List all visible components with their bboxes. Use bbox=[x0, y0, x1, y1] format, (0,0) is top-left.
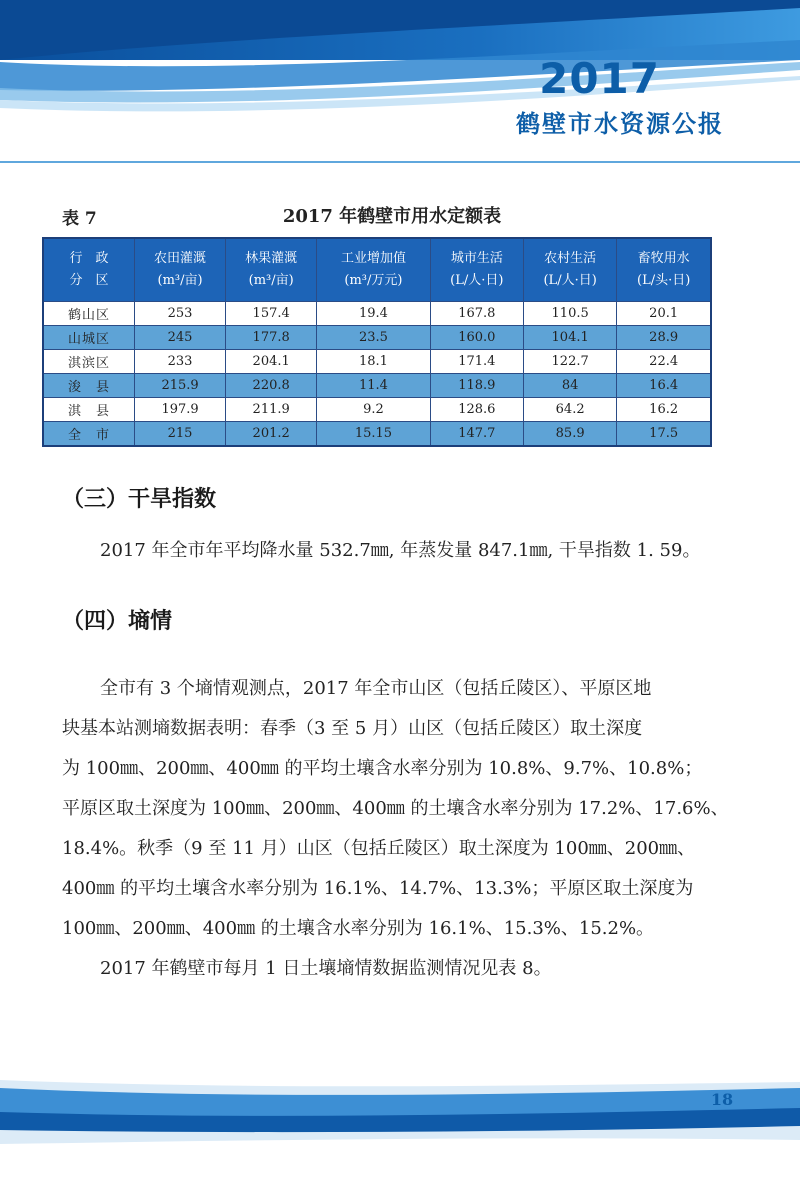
region-cell: 鹤山区 bbox=[43, 302, 135, 326]
value-cell: 110.5 bbox=[523, 302, 616, 326]
value-cell: 20.1 bbox=[617, 302, 711, 326]
value-cell: 17.5 bbox=[617, 422, 711, 447]
value-cell: 22.4 bbox=[617, 350, 711, 374]
value-cell: 104.1 bbox=[523, 326, 616, 350]
footer-wave-banner bbox=[0, 1080, 800, 1150]
value-cell: 11.4 bbox=[317, 374, 430, 398]
soil-moisture-heading: （四）墒情 bbox=[62, 609, 173, 634]
column-header: 城市生活 (L/人·日) bbox=[430, 238, 523, 302]
value-cell: 23.5 bbox=[317, 326, 430, 350]
value-cell: 84 bbox=[523, 374, 616, 398]
value-cell: 201.2 bbox=[226, 422, 317, 447]
region-cell: 淇 县 bbox=[43, 398, 135, 422]
value-cell: 28.9 bbox=[617, 326, 711, 350]
value-cell: 204.1 bbox=[226, 350, 317, 374]
value-cell: 220.8 bbox=[226, 374, 317, 398]
body-line: 18.4%。秋季（9 至 11 月）山区（包括丘陵区）取土深度为 100㎜、200㎜、 bbox=[62, 838, 696, 859]
value-cell: 177.8 bbox=[226, 326, 317, 350]
header-year: 2017 bbox=[539, 54, 660, 103]
value-cell: 253 bbox=[135, 302, 226, 326]
value-cell: 15.15 bbox=[317, 422, 430, 447]
value-cell: 215.9 bbox=[135, 374, 226, 398]
table-title: 2017 年鹤壁市用水定额表 bbox=[282, 206, 502, 227]
soil-moisture-body bbox=[62, 669, 729, 989]
region-cell: 浚 县 bbox=[43, 374, 135, 398]
table-row bbox=[43, 398, 711, 422]
body-line: 为 100㎜、200㎜、400㎜ 的平均土壤含水率分别为 10.8%、9.7%、10.8%； bbox=[62, 758, 703, 779]
drought-index-text: 2017 年全市年平均降水量 532.7㎜, 年蒸发量 847.1㎜, 干旱指数 1. 59。 bbox=[100, 540, 701, 561]
region-cell: 淇滨区 bbox=[43, 350, 135, 374]
header-wave-banner bbox=[0, 0, 800, 175]
value-cell: 197.9 bbox=[135, 398, 226, 422]
value-cell: 215 bbox=[135, 422, 226, 447]
value-cell: 16.2 bbox=[617, 398, 711, 422]
region-cell: 全 市 bbox=[43, 422, 135, 447]
value-cell: 167.8 bbox=[430, 302, 523, 326]
column-header: 行 政 分 区 bbox=[43, 238, 135, 302]
body-line: 100㎜、200㎜、400㎜ 的土壤含水率分别为 16.1%、15.3%、15.2%。 bbox=[62, 918, 655, 939]
value-cell: 160.0 bbox=[430, 326, 523, 350]
column-header: 农田灌溉 (m³/亩) bbox=[135, 238, 226, 302]
value-cell: 233 bbox=[135, 350, 226, 374]
table-header-row bbox=[43, 238, 711, 302]
value-cell: 16.4 bbox=[617, 374, 711, 398]
column-header: 工业增加值 (m³/万元) bbox=[317, 238, 430, 302]
table-caption bbox=[62, 200, 722, 230]
body-line: 平原区取土深度为 100㎜、200㎜、400㎜ 的土壤含水率分别为 17.2%、17.6%、 bbox=[62, 798, 729, 819]
body-line: 400㎜ 的平均土壤含水率分别为 16.1%、14.7%、13.3%；平原区取土深度为 bbox=[62, 878, 694, 899]
table-row bbox=[43, 374, 711, 398]
value-cell: 118.9 bbox=[430, 374, 523, 398]
value-cell: 18.1 bbox=[317, 350, 430, 374]
page-number: 18 bbox=[710, 1090, 734, 1109]
table-row bbox=[43, 422, 711, 447]
value-cell: 64.2 bbox=[523, 398, 616, 422]
value-cell: 85.9 bbox=[523, 422, 616, 447]
value-cell: 19.4 bbox=[317, 302, 430, 326]
column-header: 林果灌溉 (m³/亩) bbox=[226, 238, 317, 302]
value-cell: 9.2 bbox=[317, 398, 430, 422]
value-cell: 147.7 bbox=[430, 422, 523, 447]
drought-index-heading: （三）干旱指数 bbox=[62, 487, 217, 512]
body-line: 全市有 3 个墒情观测点，2017 年全市山区（包括丘陵区）、平原区地 bbox=[100, 678, 652, 699]
column-header: 畜牧用水 (L/头·日) bbox=[617, 238, 711, 302]
value-cell: 122.7 bbox=[523, 350, 616, 374]
table-row bbox=[43, 326, 711, 350]
value-cell: 128.6 bbox=[430, 398, 523, 422]
value-cell: 171.4 bbox=[430, 350, 523, 374]
value-cell: 245 bbox=[135, 326, 226, 350]
value-cell: 157.4 bbox=[226, 302, 317, 326]
value-cell: 211.9 bbox=[226, 398, 317, 422]
body-line: 块基本站测墒数据表明：春季（3 至 5 月）山区（包括丘陵区）取土深度 bbox=[62, 718, 643, 739]
water-quota-table bbox=[42, 237, 712, 447]
table-row bbox=[43, 350, 711, 374]
table-label: 表 7 bbox=[62, 209, 97, 229]
body-line: 2017 年鹤壁市每月 1 日土壤墒情数据监测情况见表 8。 bbox=[100, 958, 552, 979]
table-row bbox=[43, 302, 711, 326]
header-title: 鹤壁市水资源公报 bbox=[516, 110, 724, 138]
region-cell: 山城区 bbox=[43, 326, 135, 350]
column-header: 农村生活 (L/人·日) bbox=[523, 238, 616, 302]
